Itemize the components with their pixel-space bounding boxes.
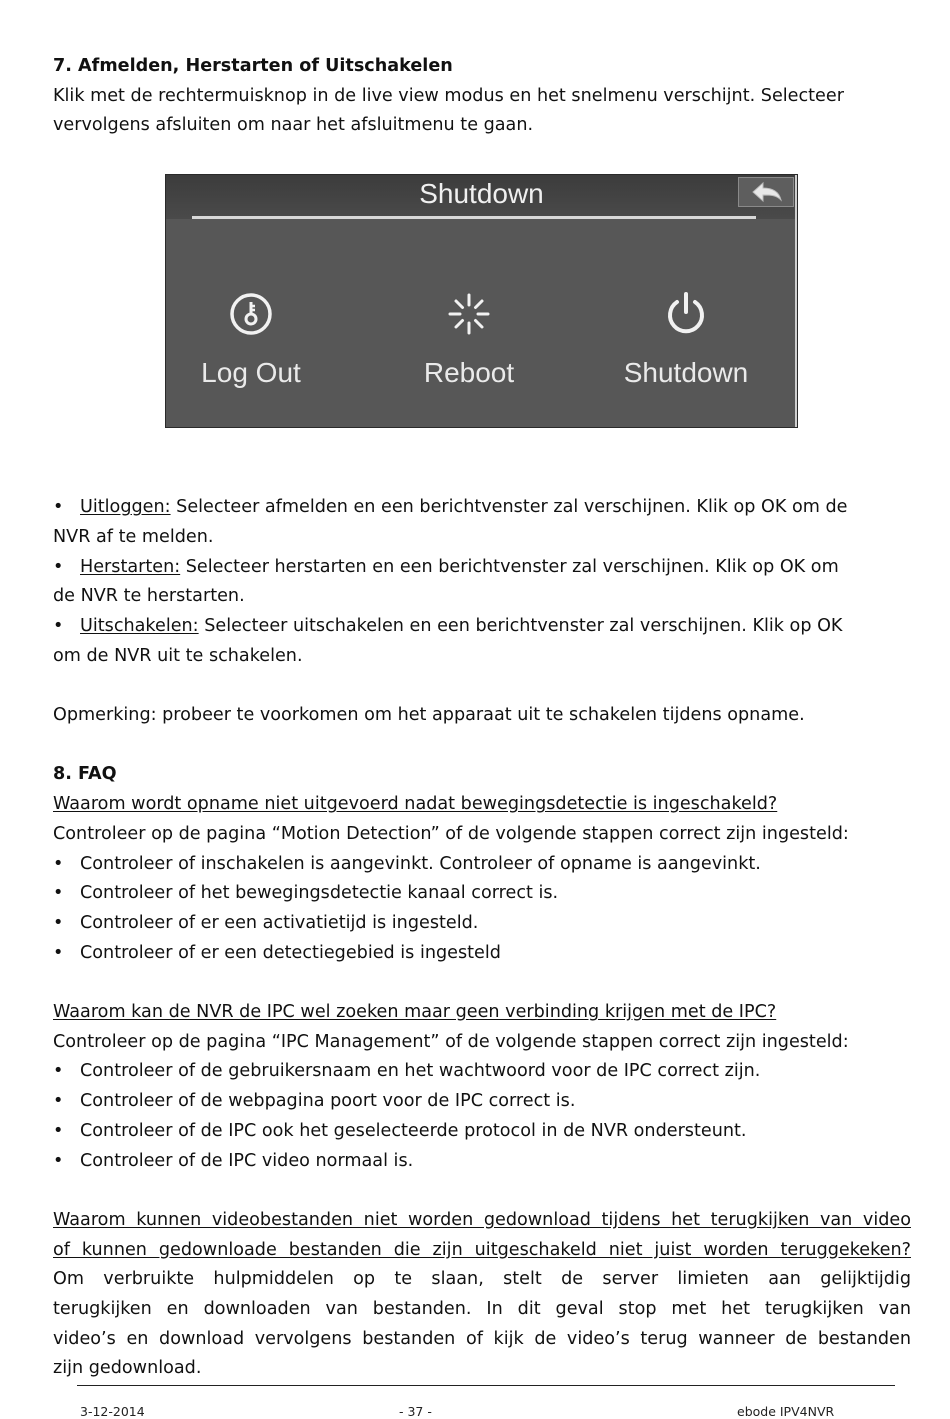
- bullet-continuation: om de NVR uit te schakelen.: [53, 645, 303, 666]
- faq-question: Waarom wordt opname niet uitgevoerd nadat bewegingsdetectie is ingeschakeld?: [53, 794, 778, 815]
- bullet-text: Selecteer herstarten en een berichtvenster zal verschijnen. Klik op OK om: [180, 556, 839, 577]
- logout-label: Log Out: [201, 357, 301, 388]
- section-heading: 7. Afmelden, Herstarten of Uitschakelen: [53, 56, 453, 76]
- list-item: • Controleer of de webpagina poort voor de IPC correct is.: [53, 1087, 911, 1117]
- bullet-term: Uitloggen:: [80, 497, 171, 518]
- dialog-title: Shutdown: [419, 178, 544, 209]
- section-heading: 8. FAQ: [53, 764, 117, 785]
- list-item: • Controleer of er een detectiegebied is ingesteld: [53, 939, 911, 969]
- list-item: • Controleer of de IPC video normaal is.: [53, 1147, 911, 1177]
- paragraph-line: terugkijken en downloaden van bestanden. In dit geval stop met het terugkijken van: [53, 1299, 911, 1320]
- bullet-continuation: NVR af te melden.: [53, 526, 214, 547]
- paragraph-line: zijn gedownload.: [53, 1358, 202, 1379]
- list-item: • Controleer of inschakelen is aangevinkt. Controleer of opname is aangevinkt.: [53, 850, 911, 880]
- footer-product: ebode IPV4NVR: [737, 1404, 835, 1419]
- faq-question: Waarom kunnen videobestanden niet worden gedownload tijdens het terugkijken van video: [53, 1209, 911, 1230]
- faq-intro: Controleer op de pagina “Motion Detection” of de volgende stappen correct zijn ingesteld:: [53, 823, 849, 844]
- shutdown-dialog: [165, 174, 798, 428]
- note: Opmerking: probeer te voorkomen om het apparaat uit te schakelen tijdens opname.: [53, 705, 805, 726]
- reboot-option[interactable]: [369, 291, 569, 389]
- bullet-term: Herstarten:: [80, 556, 181, 577]
- back-arrow-icon: [739, 178, 793, 206]
- bullet-term: Uitschakelen:: [80, 615, 199, 636]
- faq-intro: Controleer op de pagina “IPC Management” of de volgende stappen correct zijn ingesteld:: [53, 1031, 849, 1052]
- reboot-label: Reboot: [423, 357, 515, 388]
- list-item: • Controleer of de gebruikersnaam en het wachtwoord voor de IPC correct zijn.: [53, 1057, 911, 1087]
- footer-date: 3-12-2014: [80, 1404, 145, 1419]
- bullet-text: Selecteer uitschakelen en een berichtvenster zal verschijnen. Klik op OK: [198, 615, 843, 636]
- list-item: • Controleer of het bewegingsdetectie kanaal correct is.: [53, 879, 911, 909]
- reboot-icon: [446, 291, 492, 337]
- list-item: • Controleer of de IPC ook het geselecteerde protocol in de NVR ondersteunt.: [53, 1117, 911, 1147]
- paragraph-line: Klik met de rechtermuisknop in de live view modus en het snelmenu verschijnt. Selecteer: [53, 85, 844, 106]
- shutdown-label: Shutdown: [623, 357, 749, 388]
- back-button[interactable]: [738, 177, 794, 207]
- bullet-item: [53, 493, 911, 523]
- paragraph-line: video’s en download vervolgens bestanden of kijk de video’s terug wanneer de bestanden: [53, 1328, 911, 1349]
- paragraph-line: vervolgens afsluiten om naar het afsluitmenu te gaan.: [53, 115, 534, 136]
- paragraph-line: Om verbruikte hulpmiddelen op te slaan, stelt de server limieten aan gelijktijdig: [53, 1269, 911, 1290]
- list-item: • Controleer of er een activatietijd is ingesteld.: [53, 909, 911, 939]
- title-underline: [192, 216, 756, 219]
- faq-question: Waarom kan de NVR de IPC wel zoeken maar geen verbinding krijgen met de IPC?: [53, 1002, 777, 1023]
- shutdown-option[interactable]: [586, 291, 786, 389]
- logout-icon: [228, 291, 274, 337]
- footer-divider: [77, 1385, 895, 1386]
- power-icon: [663, 291, 709, 337]
- bullet-item: [53, 553, 911, 583]
- footer-page-number: - 37 -: [399, 1404, 432, 1419]
- bullet-continuation: de NVR te herstarten.: [53, 586, 245, 607]
- bullet-text: Selecteer afmelden en een berichtvenster zal verschijnen. Klik op OK om de: [170, 497, 848, 518]
- dialog-edge: [795, 175, 797, 427]
- faq-question: of kunnen gedownloade bestanden die zijn uitgeschakeld niet juist worden teruggekeken?: [53, 1239, 911, 1260]
- logout-option[interactable]: [165, 291, 351, 389]
- bullet-item: [53, 612, 911, 642]
